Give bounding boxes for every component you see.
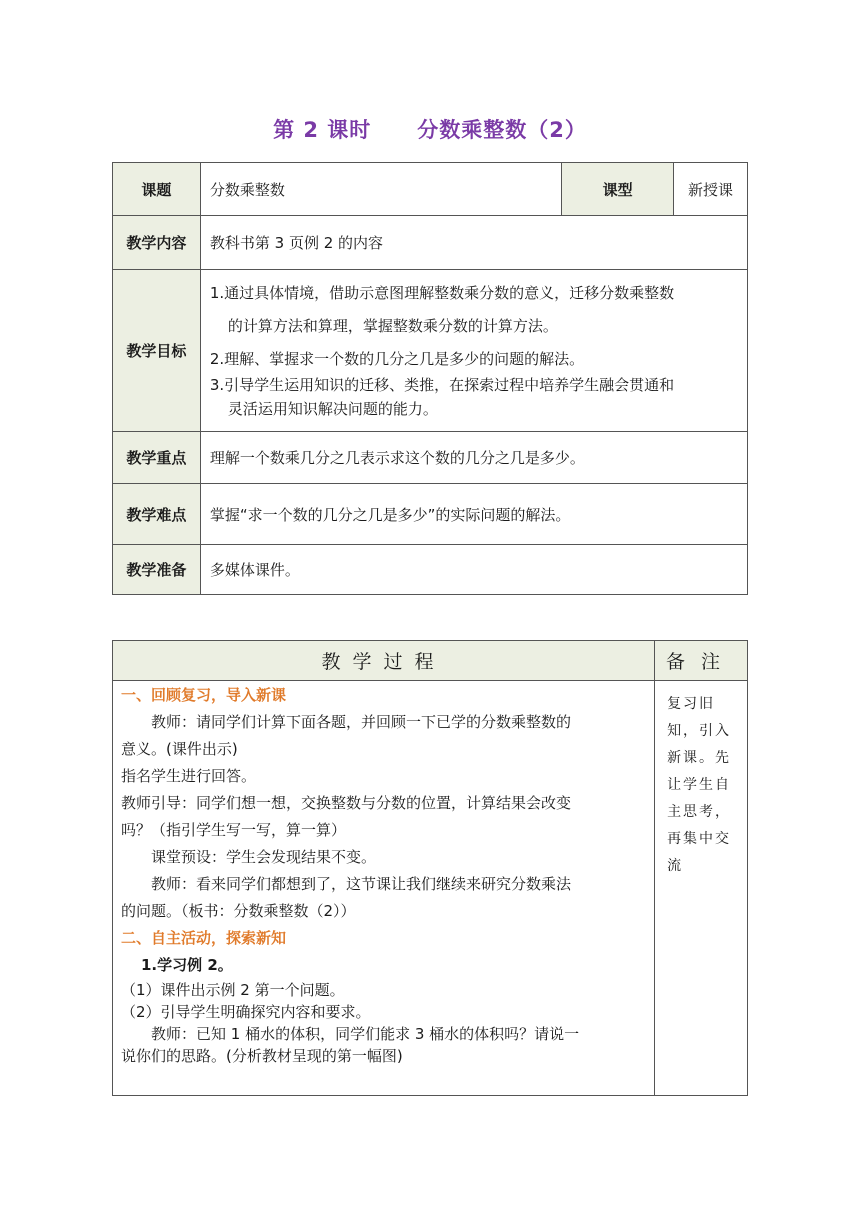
process-line: 吗？（指引学生写一写，算一算） bbox=[121, 821, 347, 839]
goal-list bbox=[200, 270, 747, 432]
goal-line: 1.通过具体情境，借助示意图理解整数乘分数的意义，迁移分数乘整数 bbox=[209, 284, 675, 302]
process-line: （2）引导学生明确探究内容和要求。 bbox=[121, 1003, 371, 1021]
process-line: 教师引导：同学们想一想，交换整数与分数的位置，计算结果会改变 bbox=[121, 794, 572, 812]
note-line: 流 bbox=[667, 858, 684, 874]
process-line: 指名学生进行回答。 bbox=[121, 767, 257, 785]
process-line: （1）课件出示例 2 第一个问题。 bbox=[121, 981, 345, 999]
process-line: 教师：已知 1 桶水的体积，同学们能求 3 桶水的体积吗？请说一 bbox=[151, 1025, 580, 1043]
process-header: 教学过程 bbox=[113, 641, 655, 681]
note-line: 让学生自 bbox=[667, 777, 732, 793]
note-line: 新课。先 bbox=[667, 750, 732, 766]
lesson-info-table bbox=[112, 162, 748, 595]
goal-label: 教学目标 bbox=[113, 270, 201, 432]
process-line: 教师：请同学们计算下面各题，并回顾一下已学的分数乘整数的 bbox=[151, 713, 572, 731]
difficulty-label: 教学难点 bbox=[113, 484, 201, 545]
prep-value: 多媒体课件。 bbox=[200, 545, 747, 595]
note-line: 主思考， bbox=[667, 804, 732, 820]
note-line: 再集中交 bbox=[667, 831, 732, 847]
process-line: 说你们的思路。(分析教材呈现的第一幅图) bbox=[121, 1047, 403, 1065]
note-header: 备注 bbox=[655, 641, 748, 681]
process-line: 的问题。（板书：分数乘整数（2）） bbox=[121, 902, 356, 920]
difficulty-value: 掌握“求一个数的几分之几是多少”的实际问题的解法。 bbox=[200, 484, 747, 545]
key-value: 理解一个数乘几分之几表示求这个数的几分之几是多少。 bbox=[200, 432, 747, 484]
goal-line: 的计算方法和算理，掌握整数乘分数的计算方法。 bbox=[227, 317, 558, 335]
process-line: 教师：看来同学们都想到了，这节课让我们继续来研究分数乘法 bbox=[151, 875, 572, 893]
process-table bbox=[112, 640, 748, 1096]
note-line: 知，引入 bbox=[667, 723, 732, 739]
process-line: 课堂预设：学生会发现结果不变。 bbox=[151, 848, 377, 866]
process-body bbox=[113, 681, 655, 1096]
process-line: 意义。(课件出示) bbox=[121, 740, 238, 758]
type-label: 课型 bbox=[562, 163, 674, 216]
goal-line: 2.理解、掌握求一个数的几分之几是多少的问题的解法。 bbox=[209, 350, 585, 368]
note-cell bbox=[655, 681, 748, 1096]
page-title bbox=[0, 114, 860, 144]
content-value: 教科书第 3 页例 2 的内容 bbox=[200, 216, 747, 270]
key-label: 教学重点 bbox=[113, 432, 201, 484]
lesson-topic: 分数乘整数（2） bbox=[417, 118, 587, 142]
goal-line: 灵活运用知识解决问题的能力。 bbox=[227, 400, 438, 418]
section-heading: 一、回顾复习，导入新课 bbox=[121, 686, 287, 704]
process-line: 1.学习例 2。 bbox=[141, 956, 233, 974]
prep-label: 教学准备 bbox=[113, 545, 201, 595]
topic-label: 课题 bbox=[113, 163, 201, 216]
section-heading: 二、自主活动，探索新知 bbox=[121, 929, 287, 947]
lesson-number: 第 2 课时 bbox=[273, 118, 372, 142]
content-label: 教学内容 bbox=[113, 216, 201, 270]
type-value: 新授课 bbox=[674, 163, 748, 216]
goal-line: 3.引导学生运用知识的迁移、类推，在探索过程中培养学生融会贯通和 bbox=[209, 376, 675, 394]
topic-value: 分数乘整数 bbox=[200, 163, 561, 216]
note-line: 复习旧 bbox=[667, 696, 716, 712]
